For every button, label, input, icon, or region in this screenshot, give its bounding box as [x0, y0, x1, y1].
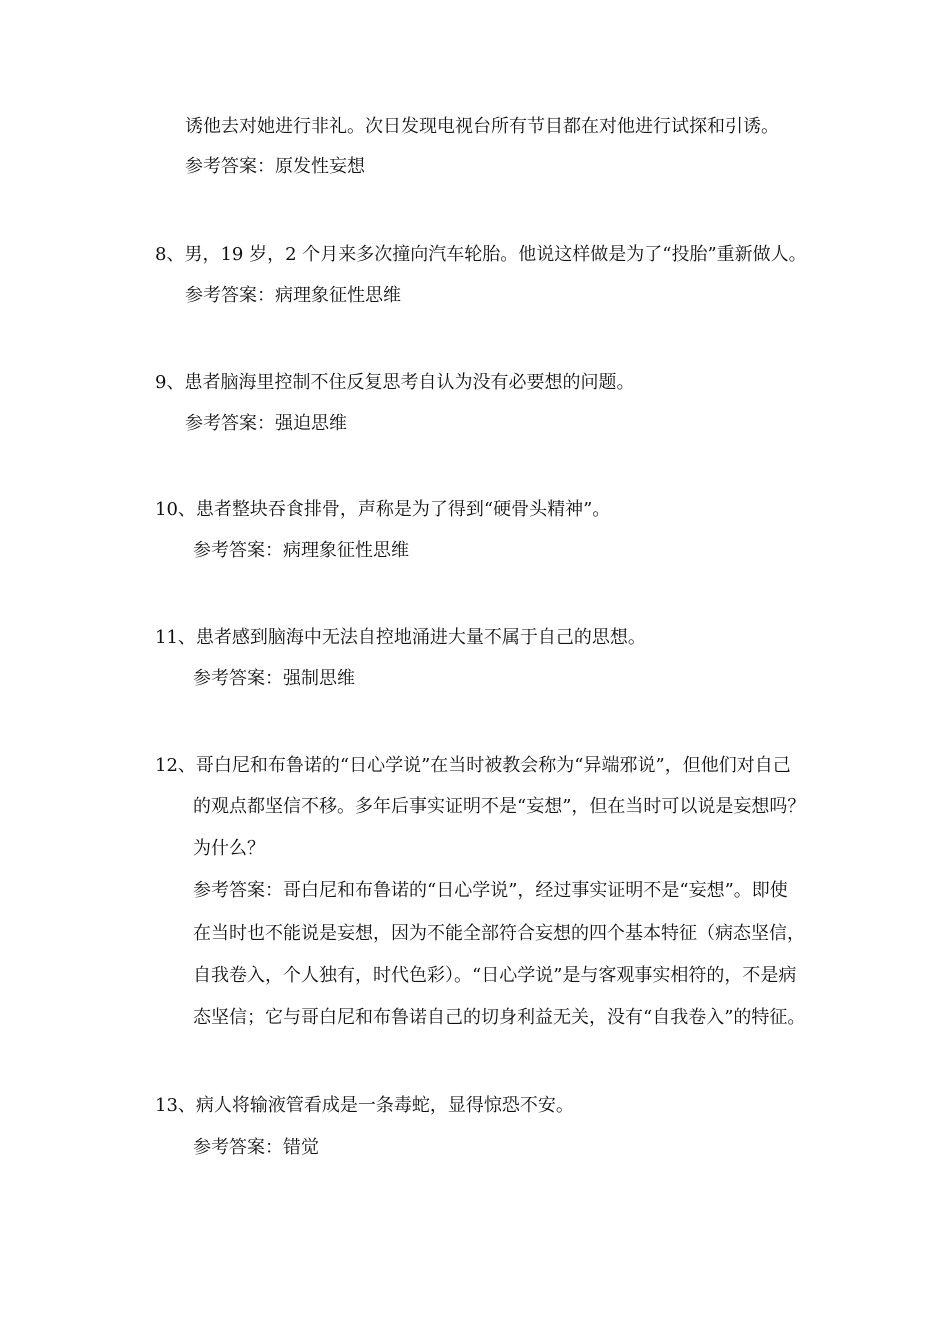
q10-question: 10、患者整块吞食排骨，声称是为了得到“硬骨头精神”。: [155, 499, 611, 520]
q7-question-continuation: 诱他去对她进行非礼。次日发现电视台所有节目都在对他进行试探和引诱。: [185, 116, 779, 137]
q11-answer: 参考答案：强制思维: [193, 668, 355, 689]
q12-question-line1: 12、哥白尼和布鲁诺的“日心学说”在当时被教会称为“异端邪说”，但他们对自己: [155, 755, 791, 776]
q12-answer-line3: 自我卷入，个人独有，时代色彩）。“日心学说”是与客观事实相符的，不是病: [193, 965, 797, 986]
q12-answer-line1: 参考答案：哥白尼和布鲁诺的“日心学说”，经过事实证明不是“妄想”。即使: [193, 880, 788, 901]
q12-question-line3: 为什么？: [193, 838, 265, 859]
q7-answer: 参考答案：原发性妄想: [185, 156, 365, 177]
q8-answer: 参考答案：病理象征性思维: [185, 285, 401, 306]
q12-question-line2: 的观点都坚信不移。多年后事实证明不是“妄想”，但在当时可以说是妄想吗？: [193, 796, 806, 817]
q13-answer: 参考答案：错觉: [193, 1137, 319, 1158]
q9-question: 9、患者脑海里控制不住反复思考自认为没有必要想的问题。: [155, 372, 635, 393]
q12-answer-line2: 在当时也不能说是妄想，因为不能全部符合妄想的四个基本特征（病态坚信，: [193, 923, 805, 944]
q11-question: 11、患者感到脑海中无法自控地涌进大量不属于自己的思想。: [155, 627, 646, 648]
q13-question: 13、病人将输液管看成是一条毒蛇，显得惊恐不安。: [155, 1095, 574, 1116]
q9-answer: 参考答案：强迫思维: [185, 413, 347, 434]
q8-question: 8、男，19 岁，2 个月来多次撞向汽车轮胎。他说这样做是为了“投胎”重新做人。: [155, 244, 807, 265]
q12-answer-line4: 态坚信；它与哥白尼和布鲁诺自己的切身利益无关，没有“自我卷入”的特征。: [193, 1007, 806, 1028]
q10-answer: 参考答案：病理象征性思维: [193, 540, 409, 561]
